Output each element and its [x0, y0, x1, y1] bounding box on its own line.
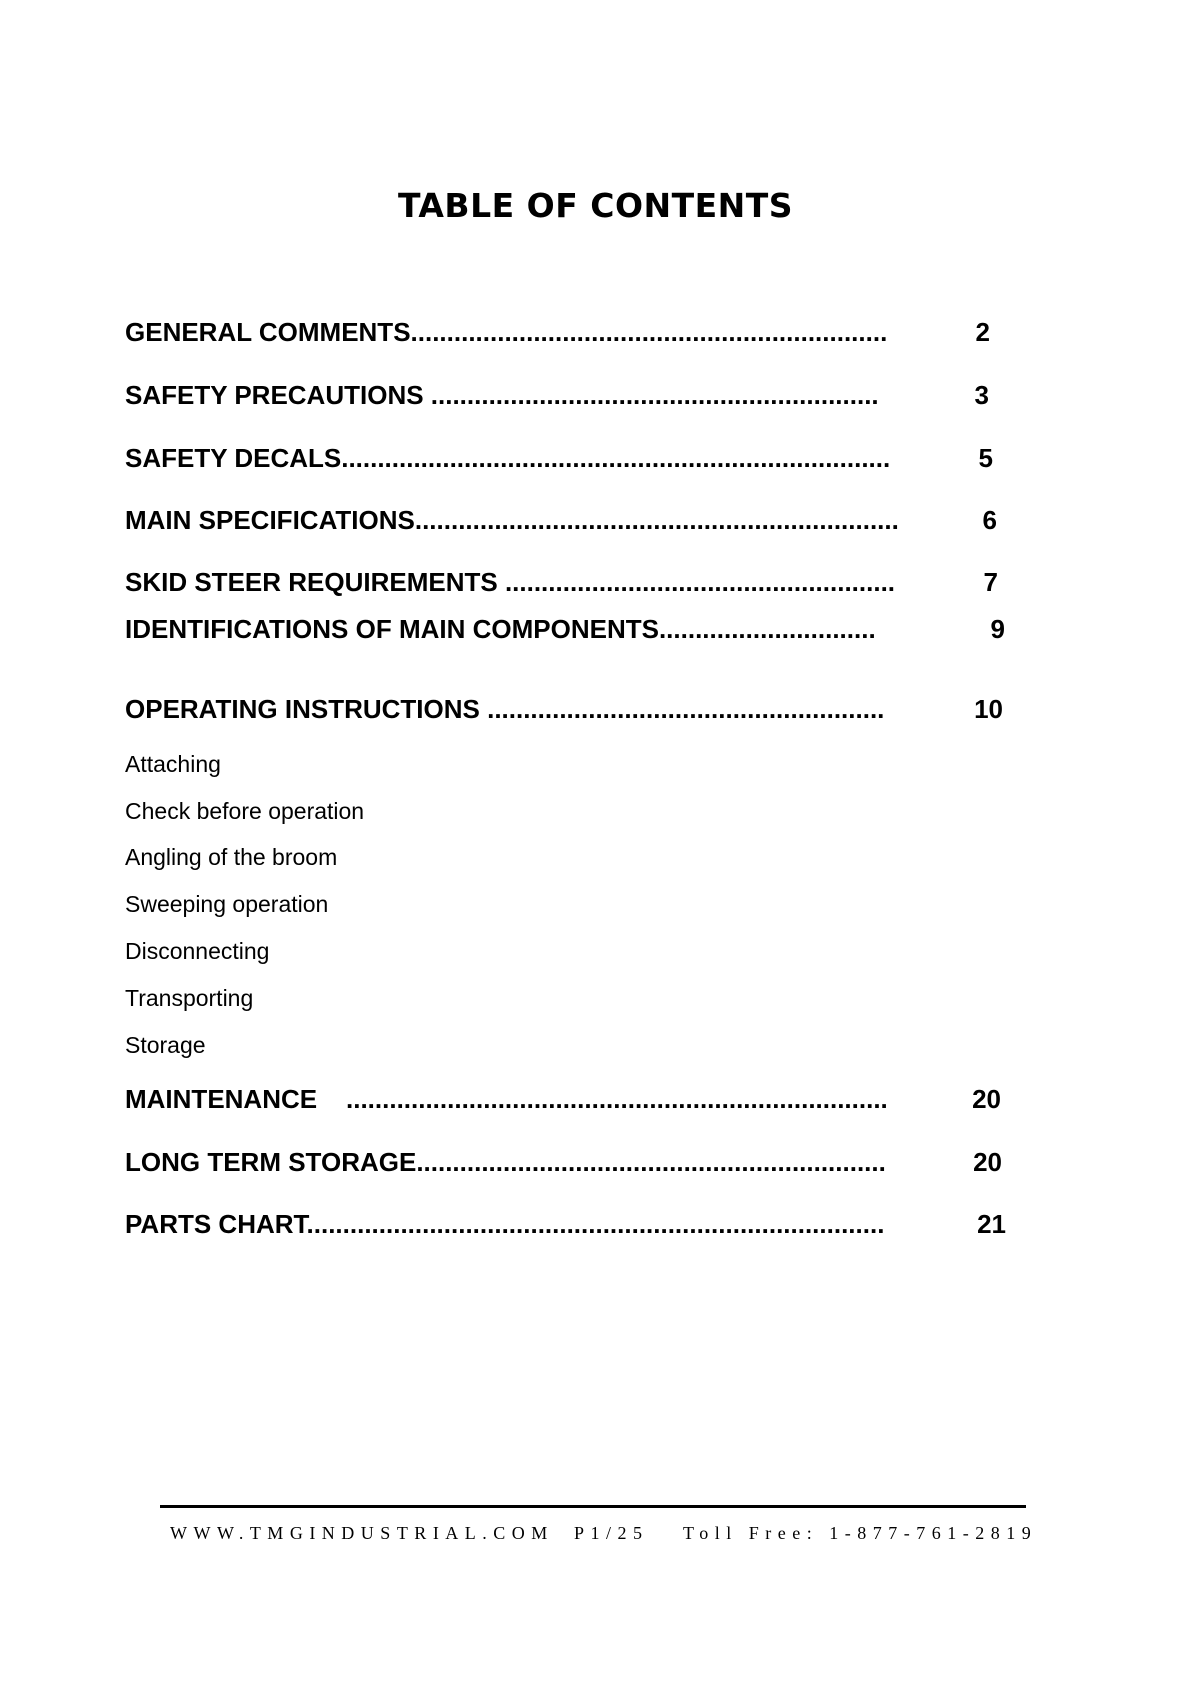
page-title: TABLE OF CONTENTS	[397, 186, 794, 225]
toc-leader: .......................................................	[487, 694, 885, 724]
toc-label: MAIN SPECIFICATIONS	[125, 505, 415, 535]
toc-page-number: 6	[982, 505, 997, 535]
toc-label: SAFETY PRECAUTIONS	[125, 380, 431, 410]
toc-subitem-sweeping-operation[interactable]: Sweeping operation	[125, 891, 329, 917]
toc-subitem-transporting[interactable]: Transporting	[125, 985, 254, 1011]
toc-label: SAFETY DECALS	[125, 443, 342, 473]
toc-page-number: 5	[978, 443, 993, 473]
toc-leader: ..............................................................	[430, 380, 879, 410]
toc-entry-main-specifications[interactable]	[125, 505, 899, 535]
toc-page-number: 2	[975, 317, 990, 347]
toc-leader: ......................................................	[504, 567, 896, 597]
toc-leader: ..................................................................	[410, 317, 888, 347]
toc-leader: ...................................................................	[414, 505, 899, 535]
toc-label: GENERAL COMMENTS	[125, 317, 411, 347]
toc-subitem-disconnecting[interactable]: Disconnecting	[125, 938, 270, 964]
toc-label: MAINTENANCE	[125, 1084, 346, 1114]
toc-entry-safety-decals[interactable]	[125, 443, 890, 473]
toc-subitem-attaching[interactable]: Attaching	[125, 751, 221, 777]
toc-entry-identifications-main-components[interactable]	[125, 614, 876, 644]
toc-label: LONG TERM STORAGE	[125, 1147, 417, 1177]
footer-phone: Toll Free: 1-877-761-2819	[683, 1523, 1038, 1543]
toc-entry-general-comments[interactable]	[125, 317, 887, 347]
footer-page-number: P1/25	[574, 1523, 649, 1543]
toc-page-number: 9	[990, 614, 1005, 644]
toc-entry-parts-chart[interactable]	[125, 1209, 884, 1239]
toc-label: OPERATING INSTRUCTIONS	[125, 694, 488, 724]
footer-divider	[160, 1505, 1026, 1508]
toc-subitem-angling-broom[interactable]: Angling of the broom	[125, 844, 338, 870]
toc-entry-maintenance[interactable]	[125, 1084, 888, 1114]
toc-leader: ...........................................................................	[346, 1084, 888, 1114]
toc-page-number: 20	[972, 1084, 1001, 1114]
footer-website[interactable]: WWW.TMGINDUSTRIAL.COM	[170, 1523, 554, 1543]
toc-page-number: 21	[977, 1209, 1006, 1239]
toc-label: PARTS CHART	[125, 1209, 307, 1239]
toc-label: SKID STEER REQUIREMENTS	[125, 567, 505, 597]
toc-entry-safety-precautions[interactable]	[125, 380, 879, 410]
toc-page-number: 20	[973, 1147, 1002, 1177]
toc-leader: ................................................................................	[306, 1209, 885, 1239]
toc-label: IDENTIFICATIONS OF MAIN COMPONENTS	[125, 614, 659, 644]
toc-leader: .................................................................	[416, 1147, 886, 1177]
toc-leader: ..............................	[658, 614, 876, 644]
toc-entry-operating-instructions[interactable]	[125, 694, 884, 724]
toc-page-number: 7	[983, 567, 998, 597]
toc-subitem-check-before-operation[interactable]: Check before operation	[125, 798, 365, 824]
toc-subitem-storage[interactable]: Storage	[125, 1032, 206, 1058]
toc-leader: ............................................................................	[341, 443, 891, 473]
toc-entry-skid-steer-requirements[interactable]	[125, 567, 895, 597]
toc-page-number: 10	[974, 694, 1003, 724]
toc-entry-long-term-storage[interactable]	[125, 1147, 886, 1177]
toc-page-number: 3	[974, 380, 989, 410]
